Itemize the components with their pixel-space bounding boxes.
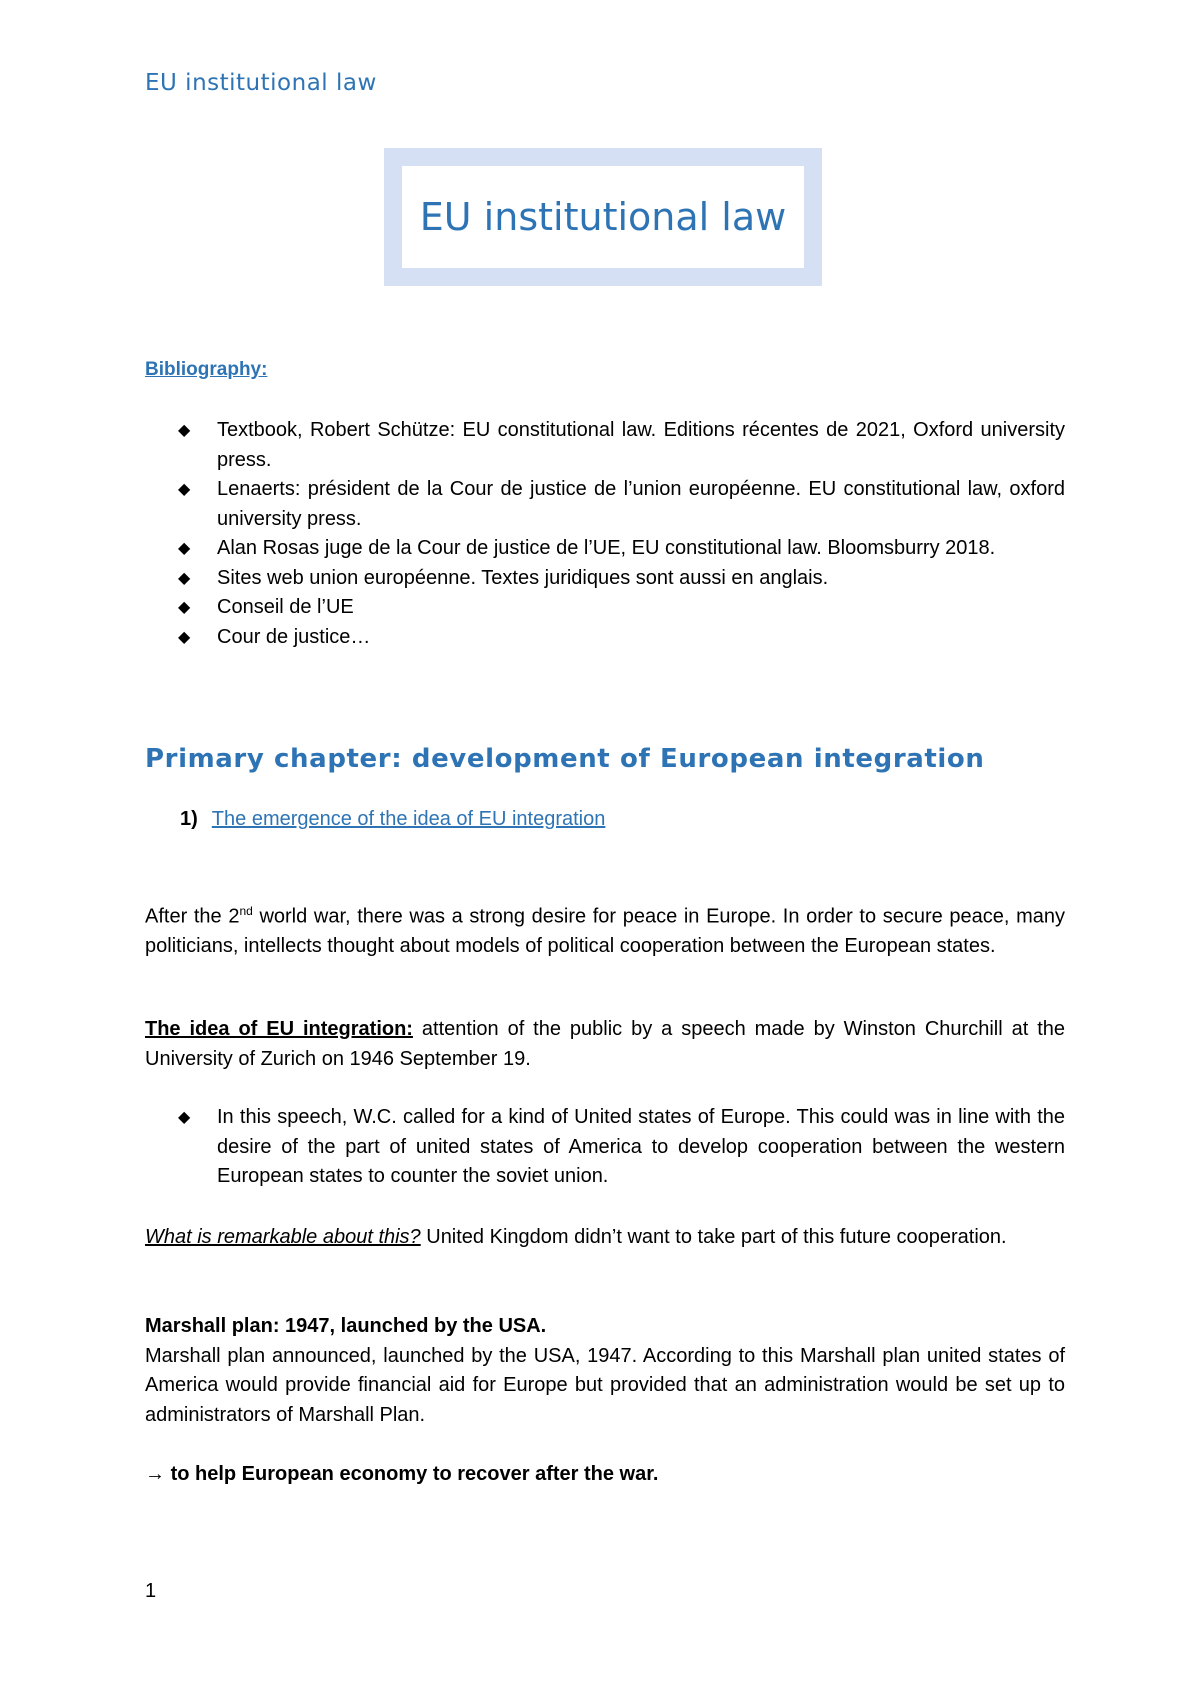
speech-bullet-list — [145, 1103, 1065, 1192]
inline-question: What is remarkable about this? — [145, 1226, 421, 1248]
speech-bullet-item — [145, 1103, 1065, 1192]
paragraph-text: After the 2 — [145, 905, 240, 928]
section-number: 1) — [180, 808, 198, 830]
bibliography-item — [145, 416, 1065, 475]
bibliography-list — [145, 416, 1065, 652]
bibliography-item — [145, 475, 1065, 534]
document-title: EU institutional law — [419, 195, 787, 239]
bibliography-item-text: Alan Rosas juge de la Cour de justice de l’UE, EU constitutional law. Bloomsburry 2018. — [217, 537, 996, 559]
section-title: The emergence of the idea of EU integration — [211, 808, 606, 830]
paragraph-after-war — [145, 897, 1065, 962]
paragraph-idea-of-integration — [145, 1015, 1065, 1074]
bibliography-label: Bibliography: — [145, 359, 268, 380]
bibliography-item — [145, 534, 1065, 564]
bibliography-item-text: Lenaerts: président de la Cour de justice de l’union européenne. EU constitutional law, oxford university press. — [217, 478, 1065, 530]
paragraph-text: attention of the public by a speech made by Winston Churchill at the University of Zurich on 1946 September 19. — [145, 1018, 1066, 1070]
diamond-bullet-icon: ◆ — [178, 1109, 191, 1126]
bibliography-item — [145, 564, 1065, 594]
page-number: 1 — [145, 1580, 157, 1602]
title-box — [384, 148, 822, 286]
section-heading — [180, 808, 605, 831]
diamond-bullet-icon: ◆ — [178, 481, 191, 498]
bibliography-item-text: Sites web union européenne. Textes juridiques sont aussi en anglais. — [217, 566, 829, 589]
conclusion-text: to help European economy to recover after the war. — [170, 1463, 659, 1485]
diamond-bullet-icon: ◆ — [178, 422, 191, 439]
title-box-inner — [402, 166, 804, 268]
marshall-heading: Marshall plan: 1947, launched by the USA. — [145, 1315, 547, 1337]
paragraph-text: United Kingdom didn’t want to take part of this future cooperation. — [420, 1226, 1007, 1248]
right-arrow-icon: → — [145, 1463, 165, 1485]
chapter-heading: Primary chapter: development of European integration — [145, 744, 985, 774]
paragraph-marshall-plan — [145, 1312, 1065, 1430]
diamond-bullet-icon: ◆ — [178, 569, 191, 587]
paragraph-conclusion — [145, 1460, 1065, 1490]
diamond-bullet-icon: ◆ — [178, 540, 191, 557]
bibliography-item — [145, 623, 1065, 653]
ordinal-superscript: nd — [239, 904, 253, 918]
paragraph-text: Marshall plan announced, launched by the USA, 1947. According to this Marshall plan united states of America would provide financial aid for Europe but provided that an administration would be set up to administrators of Marshall Plan. — [145, 1344, 1065, 1426]
diamond-bullet-icon: ◆ — [178, 599, 191, 616]
inline-term: The idea of EU integration: — [145, 1018, 413, 1040]
bibliography-item — [145, 593, 1065, 623]
bibliography-item-text: Cour de justice… — [217, 625, 371, 648]
paragraph-text: world war, there was a strong desire for peace in Europe. In order to secure peace, many politicians, intellects thought about models of political cooperation between the European states. — [145, 905, 1066, 958]
running-header: EU institutional law — [145, 70, 377, 96]
speech-bullet-text: In this speech, W.C. called for a kind of United states of Europe. This could was in line with the desire of the part of united states of America to develop cooperation between the western European states to counter the soviet union. — [217, 1106, 1065, 1187]
diamond-bullet-icon: ◆ — [178, 628, 191, 646]
bibliography-item-text: Textbook, Robert Schütze: EU constitutional law. Editions récentes de 2021, Oxford university press. — [217, 419, 1065, 471]
bibliography-item-text: Conseil de l’UE — [217, 596, 354, 618]
paragraph-remarkable — [145, 1223, 1065, 1253]
